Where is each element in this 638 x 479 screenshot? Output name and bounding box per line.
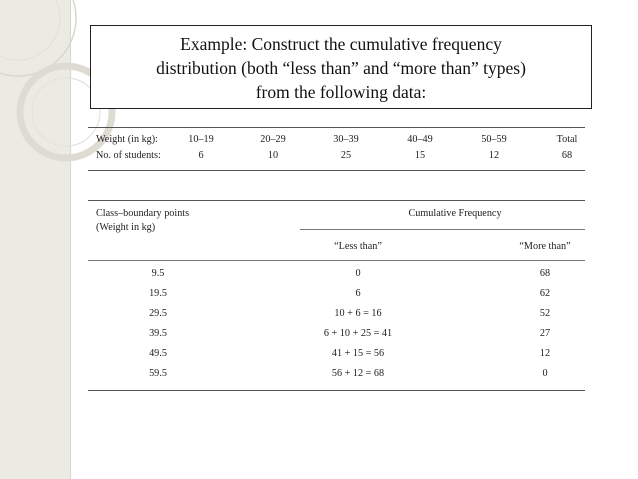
class-interval-cell: 10–19 [188, 134, 214, 145]
boundary-cell: 39.5 [149, 328, 167, 339]
students-row-label: No. of students: [96, 150, 161, 161]
student-count-cell: 10 [267, 150, 279, 161]
less-than-cell: 41 + 15 = 56 [331, 348, 385, 359]
class-interval-cell: 40–49 [407, 134, 433, 145]
more-than-cell: 12 [539, 348, 551, 359]
boundary-cell: 59.5 [149, 368, 167, 379]
title-line-3: from the following data: [255, 82, 427, 102]
more-than-cell: 62 [539, 288, 551, 299]
group-header-rule [300, 229, 585, 230]
class-interval-cell: 50–59 [481, 134, 507, 145]
boundary-cell: 19.5 [149, 288, 167, 299]
total-count-cell: 68 [561, 150, 573, 161]
less-than-cell: 6 [355, 288, 361, 299]
boundary-header-line-2: (Weight in kg) [96, 222, 156, 233]
more-than-cell: 27 [539, 328, 551, 339]
more-than-header: “More than” [519, 241, 571, 252]
more-than-cell: 0 [542, 368, 548, 379]
class-interval-cell: 20–29 [260, 134, 286, 145]
class-interval-cell: 30–39 [333, 134, 359, 145]
less-than-cell: 6 + 10 + 25 = 41 [323, 328, 393, 339]
boundary-cell: 29.5 [149, 308, 167, 319]
student-count-cell: 15 [414, 150, 426, 161]
student-count-cell: 6 [198, 150, 204, 161]
less-than-cell: 0 [355, 268, 361, 279]
boundary-cell: 49.5 [149, 348, 167, 359]
cumulative-frequency-header: Cumulative Frequency [408, 208, 502, 219]
cumulative-table-top-rule [88, 200, 585, 201]
boundary-header-line-1: Class–boundary points [96, 208, 190, 219]
data-table-top-rule [88, 127, 585, 128]
less-than-header: “Less than” [334, 241, 382, 252]
weight-row-label: Weight (in kg): [96, 134, 158, 145]
student-count-cell: 12 [488, 150, 500, 161]
more-than-cell: 68 [539, 268, 551, 279]
cumulative-table-bottom-rule [88, 390, 585, 391]
student-count-cell: 25 [340, 150, 352, 161]
boundary-cell: 9.5 [151, 268, 165, 279]
title-line-1: Example: Construct the cumulative frequency [180, 34, 502, 54]
less-than-cell: 56 + 12 = 68 [331, 368, 385, 379]
title-line-2: distribution (both “less than” and “more than” types) [156, 58, 526, 78]
header-bottom-rule [88, 260, 585, 261]
less-than-cell: 10 + 6 = 16 [334, 308, 382, 319]
total-header-cell: Total [556, 134, 578, 145]
slide-title-box [90, 25, 592, 109]
data-table-bottom-rule [88, 170, 585, 171]
more-than-cell: 52 [539, 308, 551, 319]
